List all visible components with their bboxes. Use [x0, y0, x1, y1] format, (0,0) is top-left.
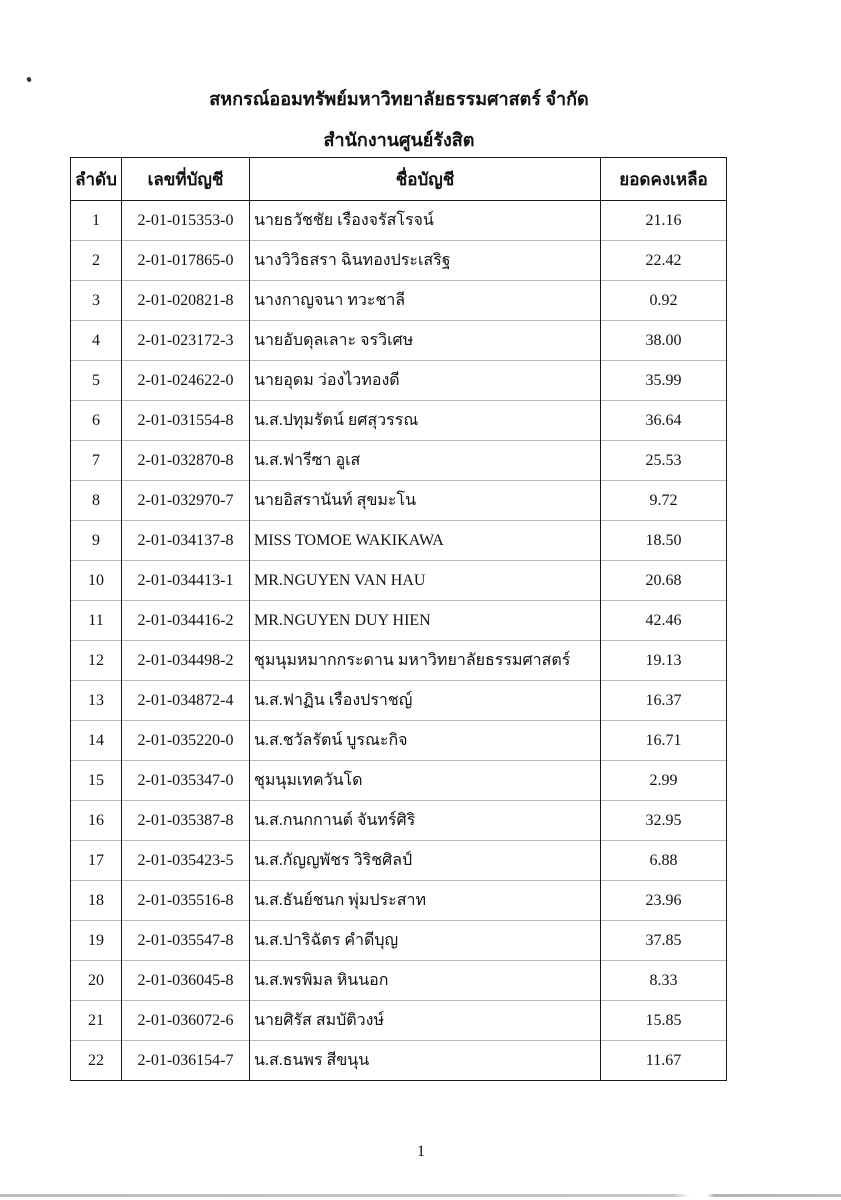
table-row [71, 801, 727, 841]
account-name: นางวิวิธสรา ฉินทองประเสริฐ [250, 241, 601, 281]
balance: 20.68 [601, 561, 727, 601]
row-number: 12 [71, 641, 122, 681]
account-number: 2-01-036045-8 [122, 961, 250, 1001]
account-name: น.ส.ธนพร สีขนุน [250, 1041, 601, 1081]
row-number: 9 [71, 521, 122, 561]
table-header [71, 158, 727, 201]
account-name: MR.NGUYEN DUY HIEN [250, 601, 601, 641]
account-number: 2-01-035347-0 [122, 761, 250, 801]
row-number: 20 [71, 961, 122, 1001]
row-number: 22 [71, 1041, 122, 1081]
account-number: 2-01-034137-8 [122, 521, 250, 561]
row-number: 17 [71, 841, 122, 881]
balance: 0.92 [601, 281, 727, 321]
account-name: น.ส.ปทุมรัตน์ ยศสุวรรณ [250, 401, 601, 441]
document-subtitle: สำนักงานศูนย์รังสิต [323, 130, 475, 150]
balance: 42.46 [601, 601, 727, 641]
table-row [71, 361, 727, 401]
account-name: MR.NGUYEN VAN HAU [250, 561, 601, 601]
row-number: 14 [71, 721, 122, 761]
table-body [71, 201, 727, 1081]
account-name: น.ส.พรพิมล หินนอก [250, 961, 601, 1001]
account-number: 2-01-036154-7 [122, 1041, 250, 1081]
balance: 37.85 [601, 921, 727, 961]
row-number: 2 [71, 241, 122, 281]
balance: 35.99 [601, 361, 727, 401]
table-row [71, 761, 727, 801]
balance: 32.95 [601, 801, 727, 841]
account-number: 2-01-035423-5 [122, 841, 250, 881]
table-row [71, 721, 727, 761]
balance: 21.16 [601, 201, 727, 241]
table-row [71, 1041, 727, 1081]
account-name: น.ส.กัญญพัชร วิริชศิลป์ [250, 841, 601, 881]
account-name: ชุมนุมหมากกระดาน มหาวิทยาลัยธรรมศาสตร์ [250, 641, 601, 681]
account-number: 2-01-035547-8 [122, 921, 250, 961]
row-number: 6 [71, 401, 122, 441]
row-number: 1 [71, 201, 122, 241]
table-row [71, 481, 727, 521]
row-number: 8 [71, 481, 122, 521]
document-title: สหกรณ์ออมทรัพย์มหาวิทยาลัยธรรมศาสตร์ จำกัด [209, 89, 589, 109]
account-number: 2-01-035220-0 [122, 721, 250, 761]
balance: 6.88 [601, 841, 727, 881]
scan-speck [26, 76, 32, 82]
row-number: 5 [71, 361, 122, 401]
table-row [71, 641, 727, 681]
table-header-row [71, 158, 727, 201]
table-row [71, 521, 727, 561]
balance: 11.67 [601, 1041, 727, 1081]
account-number: 2-01-035516-8 [122, 881, 250, 921]
header-account-name: ชื่อบัญชี [250, 158, 601, 201]
header-account-number: เลขที่บัญชี [122, 158, 250, 201]
balance: 19.13 [601, 641, 727, 681]
account-number: 2-01-034413-1 [122, 561, 250, 601]
balance: 16.71 [601, 721, 727, 761]
row-number: 11 [71, 601, 122, 641]
account-balance-table [70, 157, 727, 1081]
account-number: 2-01-031554-8 [122, 401, 250, 441]
balance: 16.37 [601, 681, 727, 721]
balance: 18.50 [601, 521, 727, 561]
account-number: 2-01-034498-2 [122, 641, 250, 681]
balance: 23.96 [601, 881, 727, 921]
table-row [71, 321, 727, 361]
account-number: 2-01-032970-7 [122, 481, 250, 521]
account-name: นายศิรัส สมบัติวงษ์ [250, 1001, 601, 1041]
account-number: 2-01-034872-4 [122, 681, 250, 721]
header-balance: ยอดคงเหลือ [601, 158, 727, 201]
row-number: 18 [71, 881, 122, 921]
scan-edge-line [0, 1194, 841, 1197]
account-name: นายอุดม ว่องไวทองดี [250, 361, 601, 401]
table-row [71, 401, 727, 441]
account-name: ชุมนุมเทควันโด [250, 761, 601, 801]
table-row [71, 561, 727, 601]
table-row [71, 961, 727, 1001]
balance: 36.64 [601, 401, 727, 441]
account-number: 2-01-032870-8 [122, 441, 250, 481]
account-number: 2-01-024622-0 [122, 361, 250, 401]
balance: 2.99 [601, 761, 727, 801]
balance: 38.00 [601, 321, 727, 361]
balance: 9.72 [601, 481, 727, 521]
account-name: น.ส.ชวัลรัตน์ บูรณะกิจ [250, 721, 601, 761]
account-name: นายอับดุลเลาะ จรวิเศษ [250, 321, 601, 361]
row-number: 3 [71, 281, 122, 321]
row-number: 13 [71, 681, 122, 721]
account-number: 2-01-015353-0 [122, 201, 250, 241]
table-row [71, 1001, 727, 1041]
row-number: 10 [71, 561, 122, 601]
account-name: น.ส.ฟารีซา อูเส [250, 441, 601, 481]
table-row [71, 201, 727, 241]
account-number: 2-01-017865-0 [122, 241, 250, 281]
account-name: นางกาญจนา ทวะชาลี [250, 281, 601, 321]
account-number: 2-01-034416-2 [122, 601, 250, 641]
table-row [71, 841, 727, 881]
account-name: นายธวัชชัย เรืองจรัสโรจน์ [250, 201, 601, 241]
table-row [71, 441, 727, 481]
account-name: น.ส.ฟาฏิน เรืองปราชญ์ [250, 681, 601, 721]
account-name: น.ส.ธันย์ชนก พุ่มประสาท [250, 881, 601, 921]
row-number: 15 [71, 761, 122, 801]
row-number: 19 [71, 921, 122, 961]
row-number: 16 [71, 801, 122, 841]
table-row [71, 681, 727, 721]
account-number: 2-01-020821-8 [122, 281, 250, 321]
table-row [71, 241, 727, 281]
table-row [71, 881, 727, 921]
balance: 22.42 [601, 241, 727, 281]
table-row [71, 601, 727, 641]
account-number: 2-01-023172-3 [122, 321, 250, 361]
balance: 8.33 [601, 961, 727, 1001]
page-number: 1 [417, 1143, 425, 1160]
balance: 25.53 [601, 441, 727, 481]
row-number: 7 [71, 441, 122, 481]
header-no: ลำดับ [71, 158, 122, 201]
account-name: น.ส.กนกกานต์ จันทร์ศิริ [250, 801, 601, 841]
account-number: 2-01-035387-8 [122, 801, 250, 841]
account-name: นายอิสรานันท์ สุขมะโน [250, 481, 601, 521]
row-number: 4 [71, 321, 122, 361]
account-name: MISS TOMOE WAKIKAWA [250, 521, 601, 561]
account-number: 2-01-036072-6 [122, 1001, 250, 1041]
row-number: 21 [71, 1001, 122, 1041]
table-row [71, 281, 727, 321]
table-row [71, 921, 727, 961]
balance: 15.85 [601, 1001, 727, 1041]
account-name: น.ส.ปาริฉัตร คำดีบุญ [250, 921, 601, 961]
